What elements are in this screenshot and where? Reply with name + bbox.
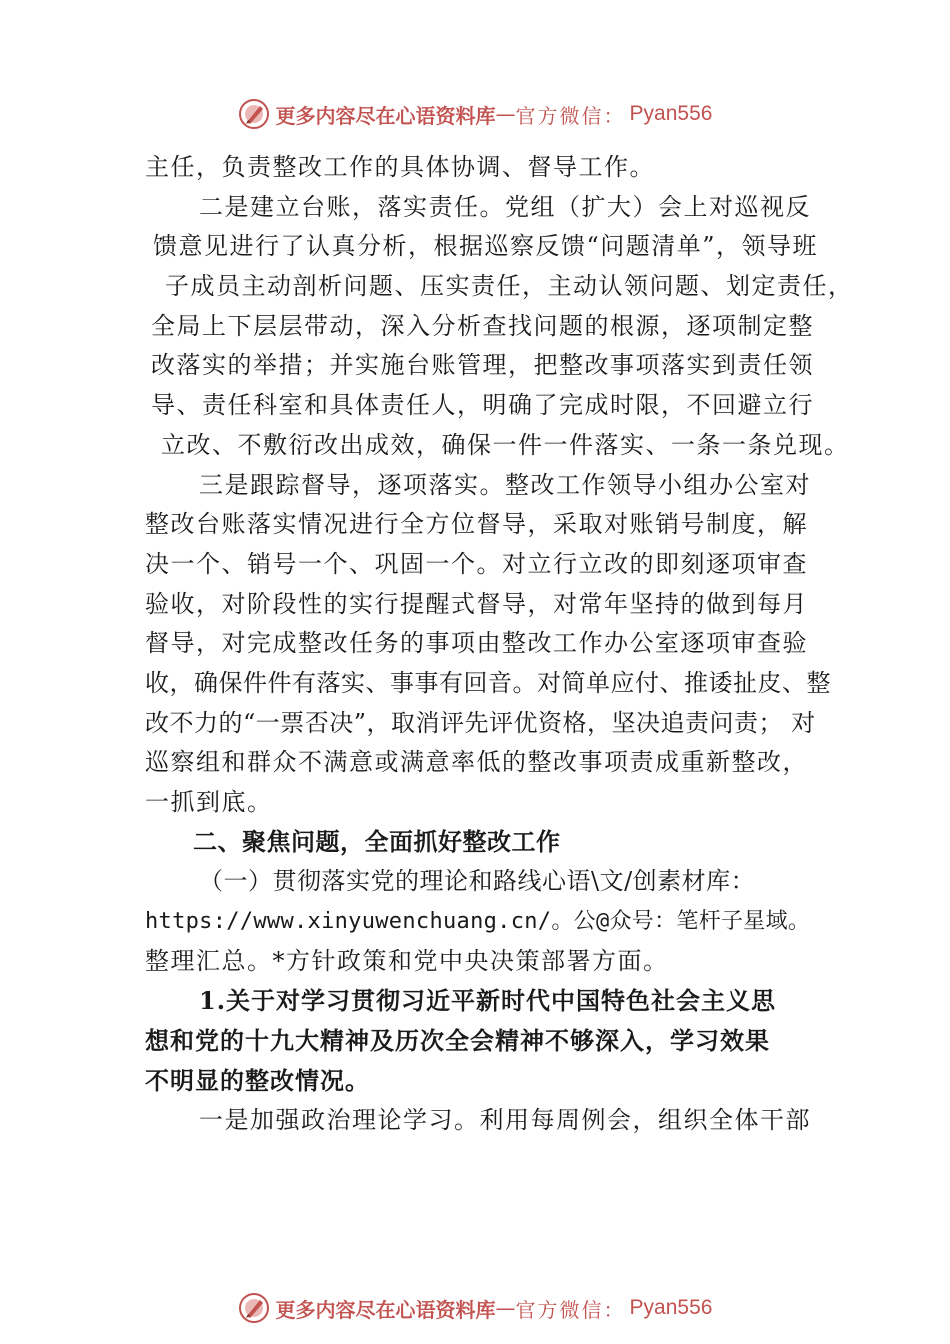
section-heading: 二、聚焦问题，全面抓好整改工作 <box>193 827 561 856</box>
banner-brand-text: 更多内容尽在心语资料库 <box>275 103 496 128</box>
header-banner <box>0 92 950 136</box>
footer-banner <box>0 1286 950 1330</box>
banner-wechat-id: Pyan556 <box>629 1296 713 1319</box>
paragraph-line: 收，确保件件有落实、事事有回音。对简单应付、推诿扯皮、整 <box>145 668 831 697</box>
paragraph-line: 馈意见进行了认真分析，根据巡察反馈“问题清单”，领导班 <box>153 232 819 261</box>
paragraph-line: 立改、不敷衍改出成效，确保一件一件落实、一条一条兑现。 <box>161 430 850 459</box>
paragraph-line: 改落实的举措；并实施台账管理，把整改事项落实到责任领 <box>151 351 814 380</box>
paragraph-line: 全局上下层层带动，深入分析查找问题的根源，逐项制定整 <box>151 311 814 340</box>
paragraph-line: 整理汇总。*方针政策和党中央决策部署方面。 <box>145 946 669 975</box>
paragraph-line: https://www.xinyuwenchuang.cn/。公@众号：笔杆子星域。 <box>145 909 811 935</box>
banner-wechat-id: Pyan556 <box>629 102 713 125</box>
paragraph-line: 决一个、销号一个、巩固一个。对立行立改的即刻逐项审查 <box>145 549 808 578</box>
paragraph-line: 子成员主动剖析问题、压实责任，主动认领问题、划定责任， <box>165 272 854 301</box>
item-heading: 1.关于对学习贯彻习近平新时代中国特色社会主义思 <box>199 986 777 1016</box>
paragraph-line: 三是跟踪督导，逐项落实。整改工作领导小组办公室对 <box>199 470 811 499</box>
subsection-heading: （一）贯彻落实党的理论和路线心语\文/创素材库： <box>199 867 756 896</box>
paragraph-line: 整改台账落实情况进行全方位督导，采取对账销号制度，解 <box>145 510 808 539</box>
quill-seal-logo-icon <box>238 1292 270 1324</box>
paragraph-line: 主任，负责整改工作的具体协调、督导工作。 <box>145 153 655 181</box>
paragraph-line: 改不力的“一票否决”，取消评先评优资格，坚决追责问责； 对 <box>145 708 816 737</box>
paragraph-line: 巡察组和群众不满意或满意率低的整改事项责成重新整改， <box>145 748 808 777</box>
paragraph-line: 验收，对阶段性的实行提醒式督导，对常年坚持的做到每月 <box>145 589 808 618</box>
paragraph-line: 导、责任科室和具体责任人，明确了完成时限，不回避立行 <box>151 391 814 420</box>
banner-separator: — <box>495 1296 516 1320</box>
paragraph-line: 督导，对完成整改任务的事项由整改工作办公室逐项审查验 <box>145 629 808 658</box>
paragraph-line: 一抓到底。 <box>145 788 273 816</box>
document-body <box>145 148 854 1140</box>
quill-seal-logo-icon <box>238 98 270 130</box>
paragraph-line: 一是加强政治理论学习。利用每周例会，组织全体干部 <box>199 1105 811 1134</box>
item-heading: 不明显的整改情况。 <box>145 1065 370 1095</box>
item-heading: 想和党的十九大精神及历次全会精神不够深入，学习效果 <box>145 1026 770 1056</box>
paragraph-line: 二是建立台账，落实责任。党组（扩大）会上对巡视反 <box>199 192 811 221</box>
banner-brand-text: 更多内容尽在心语资料库 <box>275 1297 496 1322</box>
banner-separator: — <box>495 102 516 126</box>
banner-official-label: 官方微信： <box>515 103 626 128</box>
banner-official-label: 官方微信： <box>515 1297 626 1322</box>
